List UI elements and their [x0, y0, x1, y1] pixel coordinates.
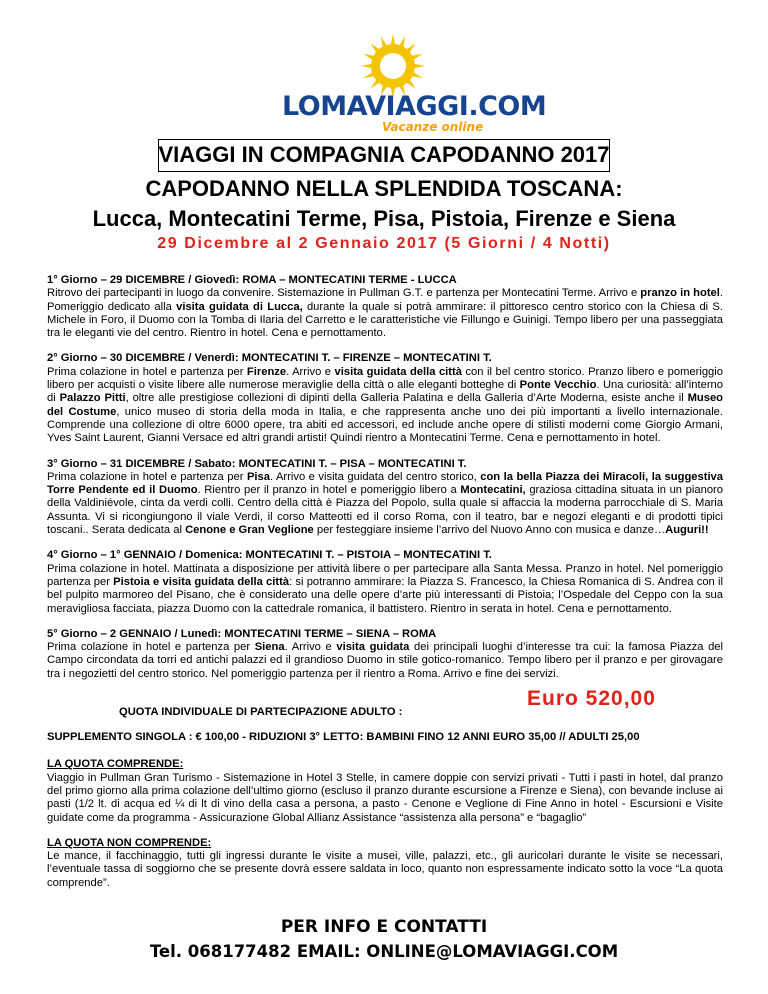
page-title: VIAGGI IN COMPAGNIA CAPODANNO 2017	[158, 142, 610, 167]
destinations: Lucca, Montecatini Terme, Pisa, Pistoia, Firenze e Siena	[92, 206, 676, 231]
trip-dates: 29 Dicembre al 2 Gennaio 2017 (5 Giorni / 4 Notti)	[157, 235, 611, 252]
day-3: 3° Giorno – 31 DICEMBRE / Sabato: MONTECATINI T. – PISA – MONTECATINI T. Prima colazione in hotel e partenza per Pisa. Arrivo e visita guidata del centro storico, con la bella Piazza dei Miracoli, la suggestiva Torre Pendente ed il Duomo. Rientro per il pranzo in hotel e pomeriggio libero a Montecatini, graziosa cittadina situata in un pianoro della Valdiniévole, cinta da verdi colli. Centro della città è Piazza del Popolo, sulla quale si affaccia la moderna parrocchiale di S. Maria Assunta. Vi si ricongiungono il viale Verdi, il corso Matteotti ed il corso Roma, con il teatro, bar e negozi eleganti e di prodotti tipici toscani.. Serata dedicata al Cenone e Gran Veglione per festeggiare insieme l’arrivo del Nuovo Anno con musica e danze…Auguri!!	[47, 457, 724, 537]
day-1: 1° Giorno – 29 DICEMBRE / Giovedì: ROMA – MONTECATINI TERME - LUCCA Ritrovo dei partecipanti in luogo da convenire. Sistemazione in Pullman G.T. e partenza per Montecatini Terme. Arrivo e pranzo in hotel. Pomeriggio dedicato alla visita guidata di Lucca, durante la quale si potrà ammirare: il pittoresco centro storico con la Chiesa di S. Michele in Foro, il Duomo con la Tomba di Ilaria del Carretto e le caratteristiche vie Fillungo e Guinigi. Tempo libero per una passeggiata tra le eleganti vie del centro. Rientro in hotel. Cena e pernottamento.	[47, 274, 723, 340]
sun-ray	[391, 34, 396, 45]
comprende-text: Viaggio in Pullman Gran Turismo - Sistemazione in Hotel 3 Stelle, in camere doppie con servizi privati - Tutti i pasti in hotel, dal pranzo del primo giorno alla prima colazione dell’ultimo giorno (escluso il pranzo durante escursione a Firenze e Siena), con bevande incluse ai pasti (1/2 lt. di acqua ed ¼ di lt di vino della casa a persona, a pasto - Cenone e Veglione di Fine Anno in hotel - Escursioni e Visite guidate come da programma - Assicurazione Global Allianz Assistance “assistenza alla persona” e “bagaglio”	[47, 771, 723, 824]
day-title: 2° Giorno – 30 DICEMBRE / Venerdì: MONTECATINI T. – FIRENZE – MONTECATINI T.	[47, 352, 492, 365]
quota-row	[47, 687, 723, 723]
logo-brand: LOMAVIAGGI.COM	[282, 91, 547, 122]
day-4: 4° Giorno – 1° GENNAIO / Domenica: MONTECATINI T. – PISTOIA – MONTECATINI T. Prima colazione in hotel. Mattinata a disposizione per attività libere o per partecipare alla Santa Messa. Pranzo in hotel. Nel pomeriggio partenza per Pistoia e visita guidata della città: si potranno ammirare: la Piazza S. Francesco, la Chiesa Romanica di S. Andrea con il bel pulpito marmoreo del Pisano, che è considerato una delle opere d’arte più interessanti di Pistoia; l’Ospedale del Ceppo con la sua meravigliosa facciata, piazza Duomo con la cattedrale romanica, il battistero. Rientro in serata in hotel. Cena e pernottamento.	[47, 549, 723, 615]
contact-line: Tel. 068177482 EMAIL: ONLINE@LOMAVIAGGI.COM	[149, 942, 619, 961]
day-title: 5° Giorno – 2 GENNAIO / Lunedì: MONTECATINI TERME – SIENA – ROMA	[47, 627, 437, 640]
day-title: 1° Giorno – 29 DICEMBRE / Giovedì: ROMA – MONTECATINI TERME - LUCCA	[47, 274, 457, 286]
quota-price: Euro 520,00	[527, 687, 656, 711]
non-comprende-title: LA QUOTA NON COMPRENDE:	[47, 836, 212, 849]
quota-label: QUOTA INDIVIDUALE DI PARTECIPAZIONE ADULTO :	[119, 706, 403, 719]
day-title: 4° Giorno – 1° GENNAIO / Domenica: MONTECATINI T. – PISTOIA – MONTECATINI T.	[47, 549, 492, 562]
sun-ray	[361, 64, 372, 69]
comprende-title: LA QUOTA COMPRENDE:	[47, 758, 184, 771]
itinerary	[47, 274, 723, 902]
sun-ray	[414, 64, 425, 69]
lomaviaggi-logo	[270, 28, 547, 138]
logo-tagline: Vacanze online	[382, 120, 484, 134]
non-comprende-text: Le mance, il facchinaggio, tutti gli ingressi durante le visite a musei, ville, palazzi, etc., gli auricolari durante le visite se necessari, l’eventuale tassa di soggiorno che se presente dovrà essere saldata in loco, quanto non espressamente indicato sotto la voce “La quota comprende”.	[47, 850, 723, 889]
day-title: 3° Giorno – 31 DICEMBRE / Sabato: MONTECATINI T. – PISA – MONTECATINI T.	[47, 457, 467, 470]
day-2: 2° Giorno – 30 DICEMBRE / Venerdì: MONTECATINI T. – FIRENZE – MONTECATINI T. Prima colazione in hotel e partenza per Firenze. Arrivo e visita guidata della città con il bel centro storico. Pranzo libero e pomeriggio libero per acquisti o visite libere alle numerose meraviglie della città o alle eleganti botteghe di Ponte Vecchio. Una curiosità: all’interno di Palazzo Pitti, oltre alle prestigiose collezioni di dipinti della Galleria Palatina e della Galleria d’Arte Moderna, esiste anche il Museo del Costume, unico museo di storia della moda in Italia, e che rappresenta anche uno dei più importanti a livello internazionale. Comprende una collezione di oltre 6000 opere, tra abiti ed accessori, ed include anche opere di stilisti moderni come Giorgio Armani, Yves Saint Laurent, Gianni Versace ed altri grandi artisti! Quindi rientro a Montecatini Terme. Cena e pernottamento in hotel.	[47, 352, 724, 445]
quota-non-comprende	[47, 837, 723, 890]
page-subtitle: CAPODANNO NELLA SPLENDIDA TOSCANA:	[145, 176, 623, 201]
quota-comprende	[47, 758, 723, 824]
day-5: 5° Giorno – 2 GENNAIO / Lunedì: MONTECATINI TERME – SIENA – ROMA Prima colazione in hotel e partenza per Siena. Arrivo e visita guidata dei principali luoghi d’interesse tra cui: la famosa Piazza del Campo circondata da torri ed antichi palazzi ed il grandioso Duomo in stile gotico-romanico. Tempo libero per il pranzo e per girovagare tra i negozietti del centro storico. Nel pomeriggio partenza per il rientro a Roma. Arrivo e fine dei servizi.	[47, 627, 723, 680]
contact-heading: PER INFO E CONTATTI	[280, 917, 488, 937]
supplemento: SUPPLEMENTO SINGOLA : € 100,00 - RIDUZIONI 3° LETTO: BAMBINI FINO 12 ANNI EURO 35,00 // ADULTI 25,00	[47, 731, 640, 744]
